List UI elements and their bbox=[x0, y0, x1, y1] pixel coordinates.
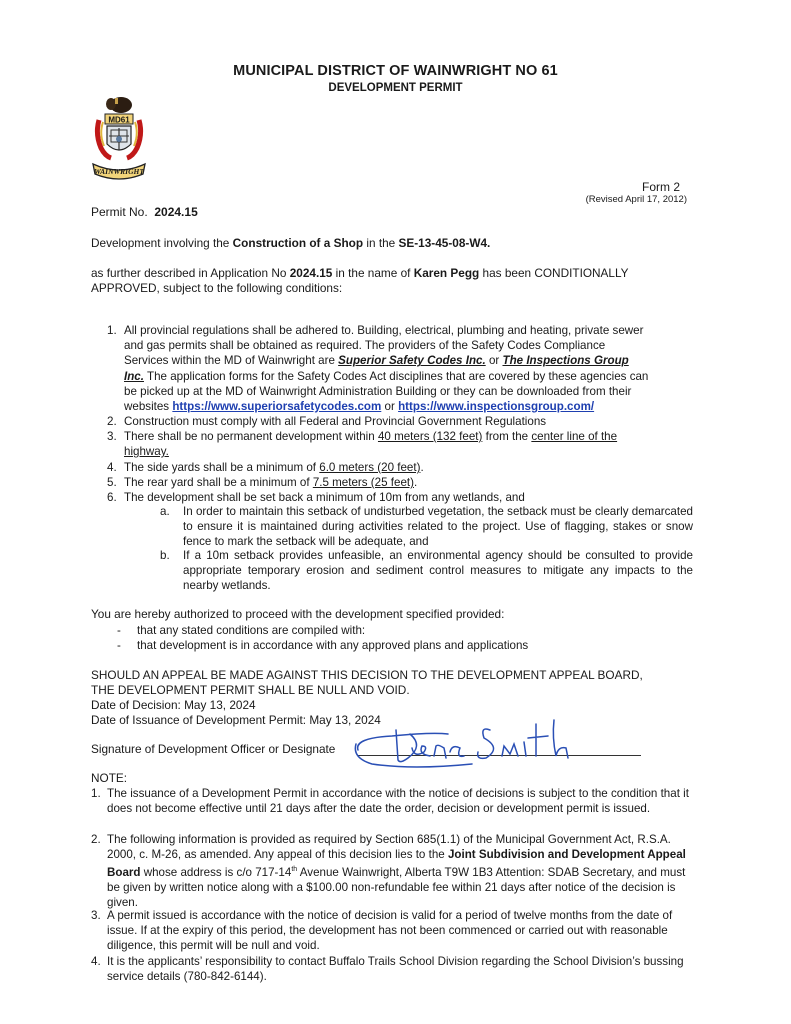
md-crest-logo bbox=[89, 94, 149, 186]
svg-text:WAINWRIGHT: WAINWRIGHT bbox=[94, 167, 144, 176]
c1-or1: or bbox=[488, 354, 500, 368]
condition-number: 6. bbox=[107, 491, 117, 504]
notes-heading: NOTE: bbox=[91, 771, 128, 785]
provider-superior-safety: Superior Safety Codes Inc. bbox=[338, 354, 486, 368]
development-description bbox=[91, 236, 490, 250]
c1-line5: be picked up at the MD of Wainwright Administration Building or they can be downloaded from their bbox=[124, 384, 632, 398]
superior-safety-link[interactable]: https://www.superiorsafetycodes.com bbox=[172, 400, 382, 414]
c1-or2: or bbox=[384, 400, 395, 414]
document-title: MUNICIPAL DISTRICT OF WAINWRIGHT NO 61 bbox=[233, 63, 558, 79]
dev-prefix: Development involving the bbox=[91, 236, 230, 250]
c5-b: . bbox=[413, 476, 418, 489]
c3-c: center line of the bbox=[531, 430, 618, 443]
provider-inspections-group: The Inspections Group bbox=[502, 354, 629, 368]
condition-number: 4. bbox=[107, 461, 117, 474]
note-number: 2. bbox=[91, 833, 101, 846]
condition-number: 1. bbox=[107, 324, 117, 337]
c3-d: highway. bbox=[124, 445, 169, 459]
signature-label: Signature of Development Officer or Designate bbox=[91, 742, 336, 756]
app-desc-a: as further described in Application No bbox=[91, 266, 287, 280]
signature-text: Dana Smith bbox=[352, 708, 358, 709]
app-desc-c: has been CONDITIONALLY bbox=[482, 266, 629, 280]
condition-number: 2. bbox=[107, 415, 117, 428]
highway-setback-distance: 40 meters (132 feet) bbox=[377, 430, 483, 443]
app-desc-b: in the name of bbox=[335, 266, 411, 280]
n2-b: whose address is c/o 717-14 bbox=[143, 865, 292, 879]
c4-b: . bbox=[420, 461, 424, 474]
inspections-group-link[interactable]: https://www.inspectionsgroup.com/ bbox=[398, 400, 595, 414]
subcondition-letter: b. bbox=[160, 549, 170, 562]
c4-a: The side yards shall be a minimum of bbox=[124, 461, 317, 474]
note-number: 1. bbox=[91, 787, 101, 800]
note-text: The issuance of a Development Permit in accordance with the notice of decisions is subject to the condition that it does not become effective until 21 days after the date the order, decision or development permit is issued. bbox=[107, 787, 689, 815]
condition-6a bbox=[160, 505, 693, 549]
authorization-item-1: that any stated conditions are compiled with: bbox=[137, 624, 366, 637]
bullet-dash: - bbox=[117, 639, 121, 652]
condition-text bbox=[124, 429, 692, 459]
n2-a: The following information is provided as required by Section 685(1.1) of the Municipal Government Act, R.S.A. 2000, c. M-26, as amended. Any appeal of this decision lies to the bbox=[107, 833, 671, 861]
date-of-decision: Date of Decision: May 13, 2024 bbox=[91, 698, 256, 712]
note-text: It is the applicants’ responsibility to contact Buffalo Trails School Division regarding the School Division’s bussing service details (780-842-6144). bbox=[107, 955, 684, 983]
note-text bbox=[107, 832, 701, 910]
side-yard-minimum: 6.0 meters (20 feet) bbox=[319, 461, 421, 474]
application-number: 2024.15 bbox=[289, 266, 333, 280]
condition-1 bbox=[107, 323, 692, 414]
document-subtitle: DEVELOPMENT PERMIT bbox=[328, 82, 463, 94]
date-of-issuance: Date of Issuance of Development Permit: May 13, 2024 bbox=[91, 713, 381, 727]
note-3 bbox=[91, 908, 701, 953]
note-2 bbox=[91, 832, 701, 910]
authorization-intro: You are hereby authorized to proceed with the development specified provided: bbox=[91, 607, 505, 621]
condition-number: 3. bbox=[107, 430, 117, 443]
note-1 bbox=[91, 786, 701, 816]
dev-mid: in the bbox=[366, 236, 396, 250]
subcondition-text: In order to maintain this setback of undisturbed vegetation, the setback must be clearly demarcated to ensure it is maintained during activities related to the project. Use of flagging, stakes or snow fence to mark the setback will be adequate, and bbox=[183, 505, 693, 548]
appeal-warning-line-1: SHOULD AN APPEAL BE MADE AGAINST THIS DECISION TO THE DEVELOPMENT APPEAL BOARD, bbox=[91, 668, 643, 682]
condition-6b bbox=[160, 549, 693, 593]
subcondition-letter: a. bbox=[160, 505, 170, 518]
dev-location: SE-13-45-08-W4. bbox=[398, 236, 491, 250]
condition-4 bbox=[107, 460, 692, 475]
condition-2 bbox=[107, 414, 692, 429]
c1-line6: websites bbox=[124, 400, 170, 414]
note-number: 4. bbox=[91, 955, 101, 968]
form-number: Form 2 bbox=[641, 180, 680, 194]
condition-text bbox=[124, 460, 692, 475]
approval-status: APPROVED, subject to the following conditions: bbox=[91, 281, 343, 295]
c5-a: The rear yard shall be a minimum of bbox=[124, 476, 310, 489]
appeal-board-name: Joint Subdivision and Development Appeal Board bbox=[107, 848, 686, 879]
svg-text:MD61: MD61 bbox=[108, 115, 130, 125]
permit-label: Permit No. bbox=[91, 205, 148, 219]
c1-line1: All provincial regulations shall be adhered to. Building, electrical, plumbing and heating, private sewer bbox=[124, 324, 644, 337]
note-text: A permit issued is accordance with the notice of decision is valid for a period of twelve months from the date of issue. If at the expiry of this period, the development has not been commenced or carried out with reasonable diligence, this permit will be null and void. bbox=[107, 909, 673, 952]
condition-3 bbox=[107, 429, 692, 459]
rear-yard-minimum: 7.5 meters (25 feet) bbox=[312, 476, 414, 489]
application-reference bbox=[91, 266, 629, 280]
appeal-warning-line-2: THE DEVELOPMENT PERMIT SHALL BE NULL AND VOID. bbox=[91, 683, 410, 697]
form-revision-date: (Revised April 17, 2012) bbox=[585, 194, 687, 205]
n2-c: Avenue Wainwright, Alberta T9W 1B3 Attention: SDAB Secretary, and must be given by written notice along with a $100.00 non-refundable fee within 21 days after notice of the decision is given. bbox=[107, 865, 686, 909]
c3-a: There shall be no permanent development within bbox=[124, 430, 375, 443]
c3-b: from the bbox=[485, 430, 529, 443]
condition-text: The development shall be set back a minimum of 10m from any wetlands, and bbox=[124, 491, 525, 504]
condition-text: Construction must comply with all Federal and Provincial Government Regulations bbox=[124, 415, 547, 428]
c1-line2: and gas permits shall be obtained as required. The providers of the Safety Codes Compliance bbox=[124, 339, 606, 353]
bullet-dash: - bbox=[117, 624, 121, 637]
applicant-name: Karen Pegg bbox=[413, 266, 480, 280]
permit-number bbox=[91, 205, 198, 219]
note-4 bbox=[91, 954, 701, 984]
c1-line4: The application forms for the Safety Codes Act disciplines that are covered by these agencies can bbox=[147, 369, 649, 383]
condition-5 bbox=[107, 475, 692, 490]
condition-6 bbox=[107, 490, 692, 505]
authorization-item-2: that development is in accordance with any approved plans and applications bbox=[137, 639, 529, 652]
handwritten-signature bbox=[352, 708, 582, 770]
note-number: 3. bbox=[91, 909, 101, 922]
condition-text bbox=[124, 475, 692, 490]
condition-number: 5. bbox=[107, 476, 117, 489]
provider-inspections-group-inc: Inc. bbox=[124, 369, 144, 383]
subcondition-text: If a 10m setback provides unfeasible, an environmental agency should be consulted to provide appropriate temporary erosion and sediment control measures to mitigate any impacts to the nearby wetlands. bbox=[183, 549, 693, 592]
c1-line3: Services within the MD of Wainwright are bbox=[124, 354, 335, 368]
dev-project: Construction of a Shop bbox=[232, 236, 364, 250]
condition-text bbox=[124, 323, 692, 414]
permit-number-value: 2024.15 bbox=[154, 205, 198, 219]
n2-sup: th bbox=[291, 866, 298, 873]
